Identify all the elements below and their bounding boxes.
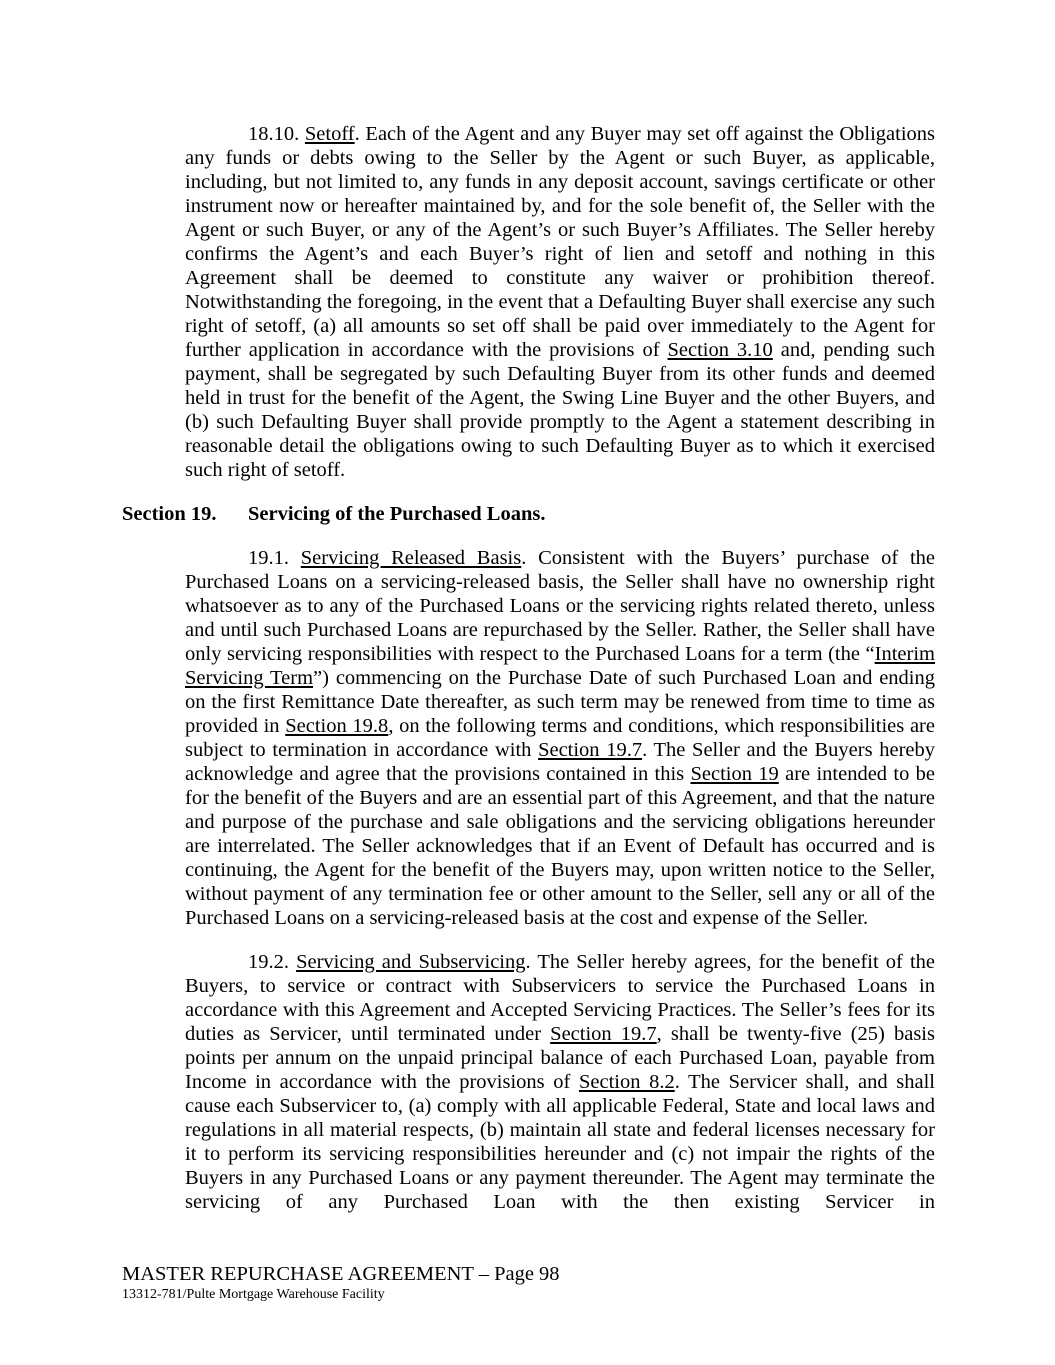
underlined-text-run: Section 19.7 [538, 739, 643, 761]
underlined-text-run: Servicing Released Basis [300, 547, 522, 569]
underlined-text-run: Setoff [304, 123, 355, 145]
paragraph-19-2-servicing-and-subservicing [185, 950, 935, 1214]
underlined-text-run: Section 19.8 [285, 715, 389, 737]
document-body [122, 122, 935, 1214]
section-number: Section 19. [122, 503, 217, 525]
underlined-text-run: Section 8.2 [579, 1071, 675, 1093]
underlined-text-run: Interim Servicing Term [185, 643, 935, 689]
text-run: , on the following terms and conditions, which responsibilities are subject to termination in accordance with [185, 715, 935, 761]
paragraph-18-10-setoff [185, 122, 935, 482]
section-title: Servicing of the Purchased Loans. [248, 503, 546, 525]
section-19-heading [122, 502, 935, 526]
page-footer [122, 1262, 560, 1303]
text-run: . Consistent with the Buyers’ purchase of the Purchased Loans on a servicing-released basis, the Seller shall have no ownership right whatsoever as to any of the Purchased Loans or the servicing rights related thereto, unless and until such Purchased Loans are repurchased by the Seller. Rather, the Seller shall have only servicing responsibilities with respect to the Purchased Loans for a term (the “ [185, 547, 935, 665]
text-run: and, pending such payment, shall be segregated by such Defaulting Buyer from its other funds and deemed held in trust for the benefit of the Agent, the Swing Line Buyer and the other Buyers, and (b) such Defaulting Buyer shall provide promptly to the Agent a statement describing in reasonable detail the obligations owing to such Defaulting Buyer as to which it exercised such right of setoff. [185, 339, 935, 481]
text-run: . The Servicer shall, and shall cause each Subservicer to, (a) comply with all applicable Federal, State and local laws and regulations in all material respects, (b) maintain all state and federal licenses necessary for it to perform its servicing responsibilities hereunder and (c) not impair the rights of the Buyers in any Purchased Loans or any payment thereunder. The Agent may terminate the servicing of any Purchased Loan with the then existing Servicer in [185, 1071, 935, 1213]
underlined-text-run: Section 19 [690, 763, 779, 785]
text-run: 18.10. [248, 123, 305, 145]
text-run: 19.1. [248, 547, 301, 569]
underlined-text-run: Servicing and Subservicing [296, 951, 526, 973]
text-run: are intended to be for the benefit of the Buyers and are an essential part of this Agreement, and that the nature and purpose of the purchase and sale obligations and the servicing obligations hereunder are interrelated. The Seller acknowledges that if an Event of Default has occurred and is continuing, the Agent for the benefit of the Buyers may, upon written notice to the Seller, without payment of any termination fee or other amount to the Seller, sell any or all of the Purchased Loans on a servicing-released basis at the cost and expense of the Seller. [185, 763, 935, 929]
footer-title-page-number: MASTER REPURCHASE AGREEMENT – Page 98 [122, 1263, 560, 1285]
text-run: , shall be twenty-five (25) basis points per annum on the unpaid principal balance of each Purchased Loan, payable from Income in accordance with the provisions of [185, 1023, 935, 1093]
text-run: 19.2. [248, 951, 297, 973]
footer-file-reference: 13312-781/Pulte Mortgage Warehouse Facility [122, 1287, 385, 1302]
text-run: . The Seller hereby agrees, for the benefit of the Buyers, to service or contract with Subservicers to service the Purchased Loans in accordance with this Agreement and Accepted Servicing Practices. The Seller’s fees for its duties as Servicer, until terminated under [185, 951, 935, 1045]
text-run: . Each of the Agent and any Buyer may set off against the Obligations any funds or debts owing to the Seller by the Agent or such Buyer, as applicable, including, but not limited to, any funds in any deposit account, savings certificate or other instrument now or hereafter maintained by, and for the sole benefit of, the Seller with the Agent or such Buyer, or any of the Agent’s or such Buyer’s Affiliates. The Seller hereby confirms the Agent’s and each Buyer’s right of lien and setoff and nothing in this Agreement shall be deemed to constitute any waiver or prohibition thereof. Notwithstanding the foregoing, in the event that a Defaulting Buyer shall exercise any such right of setoff, (a) all amounts so set off shall be paid over immediately to the Agent for further application in accordance with the provisions of [185, 123, 935, 361]
underlined-text-run: Section 19.7 [550, 1023, 657, 1045]
paragraph-19-1-servicing-released-basis [185, 546, 935, 930]
underlined-text-run: Section 3.10 [667, 339, 773, 361]
text-run: ”) commencing on the Purchase Date of such Purchased Loan and ending on the first Remittance Date thereafter, as such term may be renewed from time to time as provided in [185, 667, 935, 737]
text-run: . The Seller and the Buyers hereby acknowledge and agree that the provisions contained in this [185, 739, 936, 785]
